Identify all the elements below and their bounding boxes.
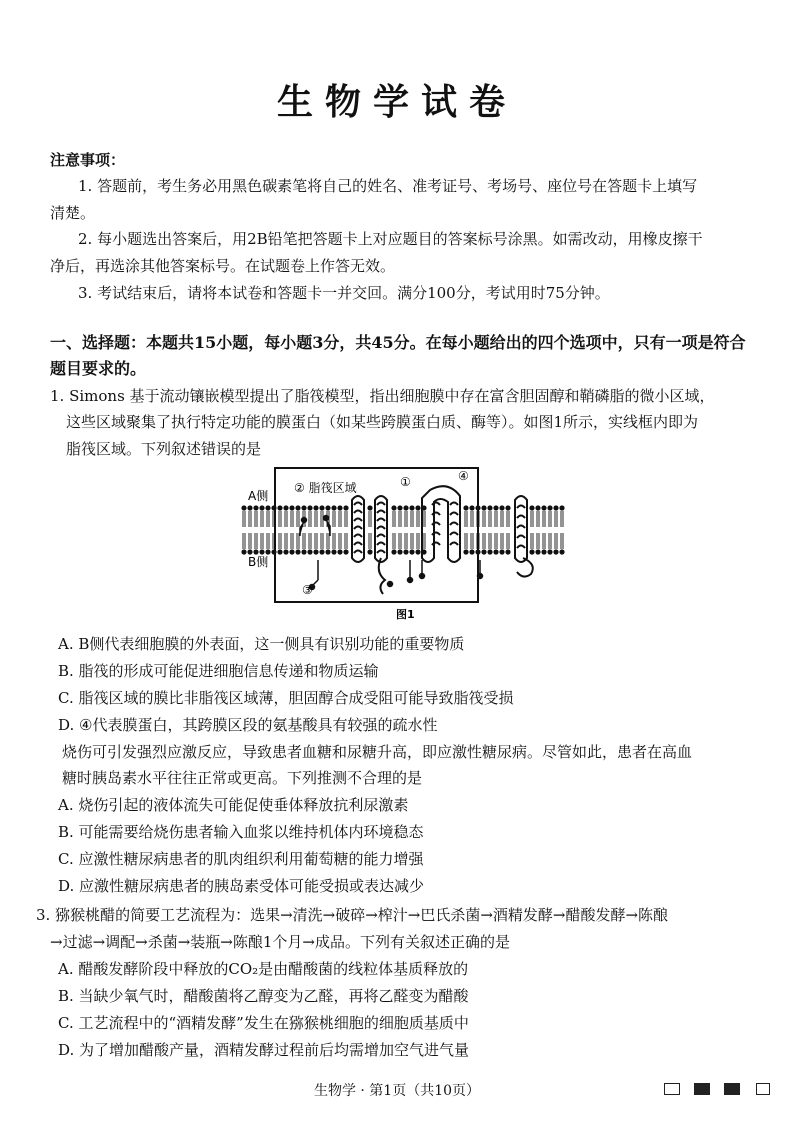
side-b-label: B侧: [248, 555, 269, 569]
notice-heading: 注意事项：: [50, 151, 126, 169]
option-a: A. 醋酸发酵阶段中释放的CO₂是由醋酸菌的线粒体基质释放的: [58, 960, 469, 978]
option-c: C. 应激性糖尿病患者的肌肉组织利用葡萄糖的能力增强: [58, 850, 424, 868]
raft-region-label: ② 脂筏区域: [294, 481, 357, 495]
option-c: C. 脂筏区域的膜比非脂筏区域薄，胆固醇合成受阻可能导致脂筏受损: [58, 689, 514, 707]
option-c: C. 工艺流程中的“酒精发酵”发生在猕猴桃细胞的细胞质基质中: [58, 1014, 469, 1032]
question-stem: 糖时胰岛素水平往往正常或更高。下列推测不合理的是: [62, 769, 423, 787]
scan-mark: [724, 1083, 740, 1095]
notice-line: 3. 考试结束后，请将本试卷和答题卡一并交回。满分100分，考试用时75分钟。: [78, 284, 610, 302]
question-stem: 3. 猕猴桃醋的简要工艺流程为：选果→清洗→破碎→榨汁→巴氏杀菌→酒精发酵→醋酸发酵→陈酿: [36, 906, 669, 924]
option-b: B. 可能需要给烧伤患者输入血浆以维持机体内环境稳态: [58, 823, 424, 841]
option-d: D. 应激性糖尿病患者的胰岛素受体可能受损或表达减少: [58, 877, 425, 895]
scan-mark: [664, 1083, 680, 1095]
question-stem: 脂筏区域。下列叙述错误的是: [66, 440, 262, 458]
figure-caption: 图1: [396, 608, 415, 621]
notice-line: 2. 每小题选出答案后，用2B铅笔把答题卡上对应题目的答案标号涂黑。如需改动，用橡皮擦干: [78, 230, 703, 248]
label-1: ①: [400, 475, 411, 489]
side-a-label: A侧: [248, 489, 269, 503]
membrane-figure: [240, 460, 570, 622]
option-a: A. 烧伤引起的液体流失可能促使垂体释放抗利尿激素: [58, 796, 409, 814]
membrane-protein-4: [422, 486, 460, 562]
question-stem: 1. Simons 基于流动镶嵌模型提出了脂筏模型，指出细胞膜中存在富含胆固醇和鞘磷脂的微小区域，: [50, 387, 715, 405]
option-a: A. B侧代表细胞膜的外表面，这一侧具有识别功能的重要物质: [58, 635, 465, 653]
label-3: ③: [302, 583, 313, 597]
question-stem: →过滤→调配→杀菌→装瓶→陈酿1个月→成品。下列有关叙述正确的是: [50, 933, 510, 951]
question-stem: 烧伤可引发强烈应激反应，导致患者血糖和尿糖升高，即应激性糖尿病。尽管如此，患者在高血: [62, 743, 693, 761]
page-title: 生物学试卷: [276, 81, 517, 123]
scan-mark: [694, 1083, 710, 1095]
option-b: B. 脂筏的形成可能促进细胞信息传递和物质运输: [58, 662, 379, 680]
phospholipid-bilayer: [241, 505, 564, 554]
label-4: ④: [458, 469, 469, 483]
option-d: D. ④代表膜蛋白，其跨膜区段的氨基酸具有较强的疏水性: [58, 716, 438, 734]
option-b: B. 当缺少氧气时，醋酸菌将乙醇变为乙醛，再将乙醛变为醋酸: [58, 987, 469, 1005]
transmembrane-protein: [352, 496, 364, 562]
question-stem: 这些区域聚集了执行特定功能的膜蛋白（如某些跨膜蛋白质、酶等）。如图1所示，实线框内即为: [66, 413, 699, 431]
page-footer: 生物学 · 第1页（共10页）: [313, 1083, 481, 1099]
scan-mark: [756, 1083, 770, 1095]
section-heading: 题目要求的。: [50, 359, 147, 378]
notice-line: 清楚。: [50, 204, 96, 222]
transmembrane-protein: [375, 496, 387, 594]
notice-line: 净后，再选涂其他答案标号。在试题卷上作答无效。: [50, 257, 396, 275]
notice-line: 1. 答题前，考生务必用黑色碳素笔将自己的姓名、准考证号、考场号、座位号在答题卡上填写: [78, 177, 698, 195]
option-d: D. 为了增加醋酸产量，酒精发酵过程前后均需增加空气进气量: [58, 1041, 470, 1059]
section-heading: 一、选择题：本题共15小题，每小题3分，共45分。在每小题给出的四个选项中，只有一项是符合: [50, 333, 746, 352]
